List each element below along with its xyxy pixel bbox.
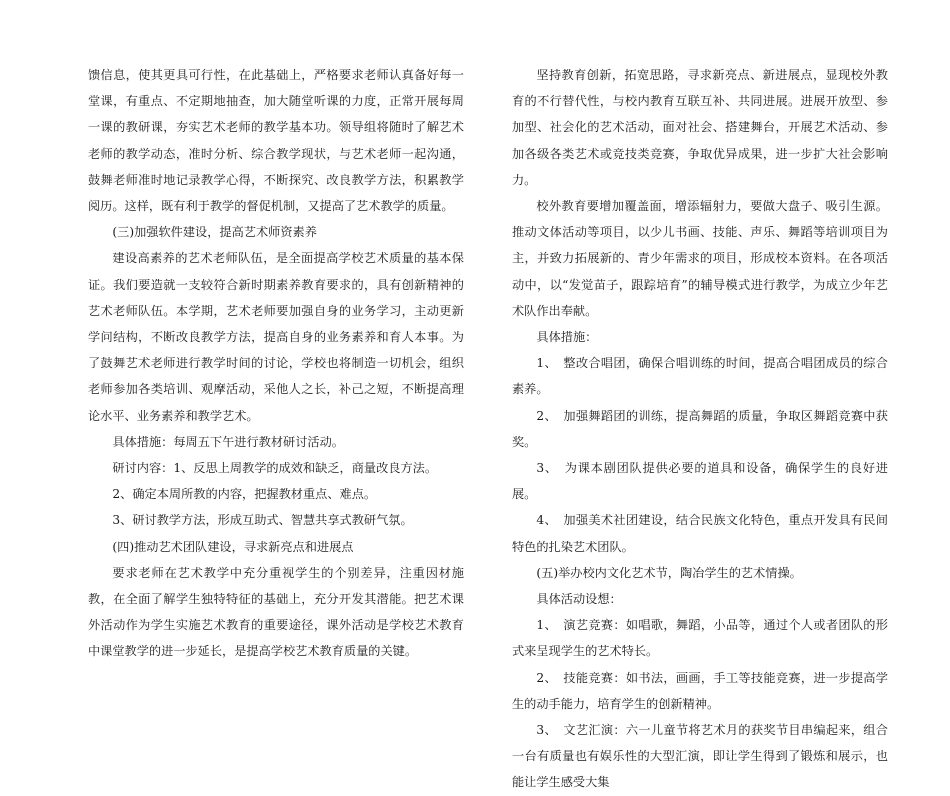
paragraph: 3、 为课本剧团队提供必要的道具和设备，确保学生的良好进展。 xyxy=(512,461,888,502)
paragraph: 研讨内容：1、反思上周教学的成效和缺乏，商量改良方法。 xyxy=(112,461,438,476)
paragraph: 具体措施： xyxy=(536,330,598,345)
paragraph: 3、研讨教学方法，形成互助式、智慧共享式教研气氛。 xyxy=(112,513,413,528)
paragraph: 校外教育要增加覆盖面，增添辐射力，要做大盘子、吸引生源。推动文体活动等项目，以少儿书画、技能、声乐、舞蹈等培训项目为主，并致力拓展新的、青少年需求的项目，形成校本资料。在各项活动中，以“发觉苗子，跟踪培育”的辅导模式进行教学，为成立少年艺术队作出奉献。 xyxy=(512,199,888,318)
paragraph: 具体措施：每周五下午进行教材研讨活动。 xyxy=(112,434,344,449)
paragraph: 2、确定本周所教的内容，把握教材重点、难点。 xyxy=(112,487,377,502)
paragraph: 坚持教育创新，拓宽思路，寻求新亮点、新进展点，显现校外教育的不行替代性，与校内教育互联互补、共同进展。进展开放型、参加型、社会化的艺术活动，面对社会、搭建舞台，开展艺术活动、参加各级各类艺术或竞技类竞赛，争取优异成果，进一步扩大社会影响力。 xyxy=(512,68,888,187)
paragraph: 1、 整改合唱团，确保合唱训练的时间，提高合唱团成员的综合素养。 xyxy=(512,356,888,397)
paragraph: 建设高素养的艺术老师队伍，是全面提高学校艺术质量的基本保证。我们要造就一支较符合新时期素养教育要求的，具有创新精神的艺术老师队伍。本学期，艺术老师要加强自身的业务学习，主动更新学问结构，不断改良教学方法，提高自身的业务素养和育人本事。为了鼓舞艺术老师进行教学时间的讨论，学校也将制造一切机会，组织老师参加各类培训、观摩活动，采他人之长，补己之短，不断提高理论水平、业务素养和教学艺术。 xyxy=(88,251,464,423)
paragraph: 3、 文艺汇演：六一儿童节将艺术月的获奖节目串编起来，组合一台有质量也有娱乐性的大型汇演，即让学生得到了锻炼和展示，也能让学生感受大集 xyxy=(512,723,888,790)
paragraph: 4、 加强美术社团建设，结合民族文化特色，重点开发具有民间特色的扎染艺术团队。 xyxy=(512,513,888,554)
paragraph: 要求老师在艺术教学中充分重视学生的个别差异，注重因材施教，在全面了解学生独特特征的基础上，充分开发其潜能。把艺术课外活动作为学生实施艺术教育的重要途径，课外活动是学校艺术教育中课堂教学的进一步延长，是提高学校艺术教育质量的关键。 xyxy=(88,565,464,659)
paragraph: 具体活动设想： xyxy=(536,592,622,607)
paragraph: 1、 演艺竞赛：如唱歌，舞蹈，小品等，通过个人或者团队的形式来呈现学生的艺术特长。 xyxy=(512,618,888,659)
section-heading: (三)加强软件建设，提高艺术师资素养 xyxy=(112,225,317,240)
section-heading: (四)推动艺术团队建设，寻求新亮点和进展点 xyxy=(112,539,354,554)
paragraph: 2、 技能竞赛：如书法，画画，手工等技能竞赛，进一步提高学生的动手能力，培育学生的创新精神。 xyxy=(512,670,888,711)
left-column xyxy=(88,62,464,665)
section-heading: (五)举办校内文化艺术节，陶冶学生的艺术情操。 xyxy=(536,565,802,580)
paragraph: 馈信息，使其更具可行性，在此基础上，严格要求老师认真备好每一堂课，有重点、不定期地抽查，加大随堂听课的力度，正常开展每周一课的教研课，夯实艺术老师的教学基本功。领导组将随时了解艺术老师的教学动态，准时分析、综合教学现状，与艺术老师一起沟通，鼓舞老师准时地记录教学心得，不断探究、改良教学方法，积累教学阅历。这样，既有利于教学的督促机制，又提高了艺术教学的质量。 xyxy=(88,68,464,214)
paragraph: 2、 加强舞蹈团的训练，提高舞蹈的质量，争取区舞蹈竞赛中获奖。 xyxy=(512,408,888,449)
right-column xyxy=(512,62,888,796)
